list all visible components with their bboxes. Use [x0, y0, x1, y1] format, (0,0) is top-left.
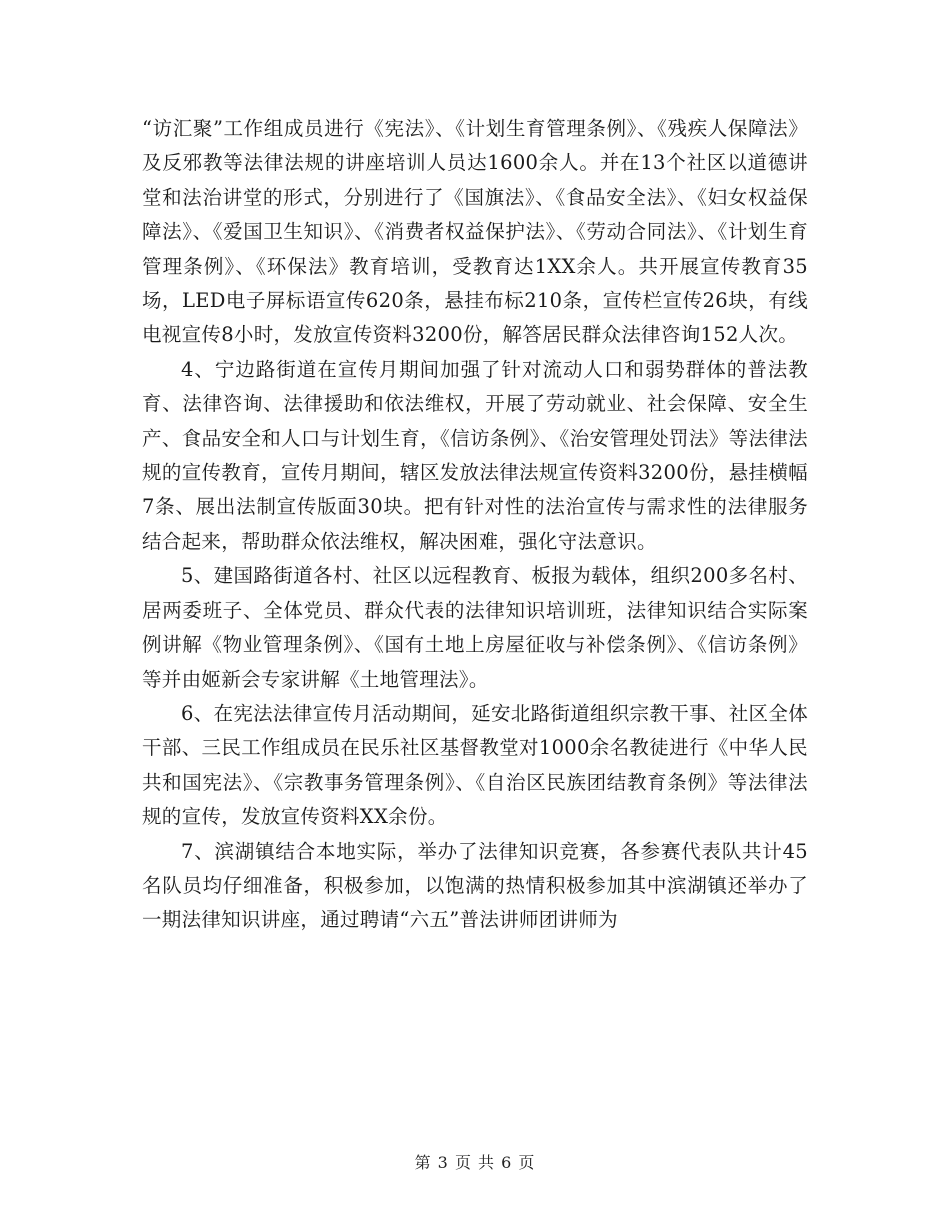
paragraph-continuation: “访汇聚”工作组成员进行《宪法》、《计划生育管理条例》、《残疾人保障法》及反邪教等法律法规的讲座培训人员达1600余人。并在13个社区以道德讲堂和法治讲堂的形式，分别进行了《国旗法》、《食品安全法》、《妇女权益保障法》、《爱国卫生知识》、《消费者权益保护法》、《劳动合同法》、《计划生育管理条例》、《环保法》教育培训，受教育达1XX余人。共开展宣传教育35场，LED电子屏标语宣传620条，悬挂布标210条，宣传栏宣传26块，有线电视宣传8小时，发放宣传资料3200份，解答居民群众法律咨询152人次。: [142, 117, 808, 347]
paragraph-item-4: 4、宁边路街道在宣传月期间加强了针对流动人口和弱势群体的普法教育、法律咨询、法律援助和依法维权，开展了劳动就业、社会保障、安全生产、食品安全和人口与计划生育，《信访条例》、《治安管理处罚法》等法律法规的宣传教育，宣传月期间，辖区发放法律法规宣传资料3200份，悬挂横幅7条、展出法制宣传版面30块。把有针对性的法治宣传与需求性的法律服务结合起来，帮助群众依法维权，解决困难，强化守法意识。: [142, 357, 808, 553]
page-body: [142, 112, 808, 938]
paragraph-item-7: 7、滨湖镇结合本地实际，举办了法律知识竞赛，各参赛代表队共计45名队员均仔细准备，积极参加，以饱满的热情积极参加其中滨湖镇还举办了一期法律知识讲座，通过聘请“六五”普法讲师团讲师为: [142, 839, 808, 932]
paragraph-item-6: 6、在宪法法律宣传月活动期间，延安北路街道组织宗教干事、社区全体干部、三民工作组成员在民乐社区基督教堂对1000余名教徒进行《中华人民共和国宪法》、《宗教事务管理条例》、《自治区民族团结教育条例》等法律法规的宣传，发放宣传资料XX余份。: [142, 701, 808, 829]
paragraph-item-5: 5、建国路街道各村、社区以远程教育、板报为载体，组织200多名村、居两委班子、全体党员、群众代表的法律知识培训班，法律知识结合实际案例讲解《物业管理条例》、《国有土地上房屋征收与补偿条例》、《信访条例》等并由姬新会专家讲解《土地管理法》。: [142, 564, 808, 691]
page-number-footer: 第 3 页 共 6 页: [414, 1153, 536, 1172]
